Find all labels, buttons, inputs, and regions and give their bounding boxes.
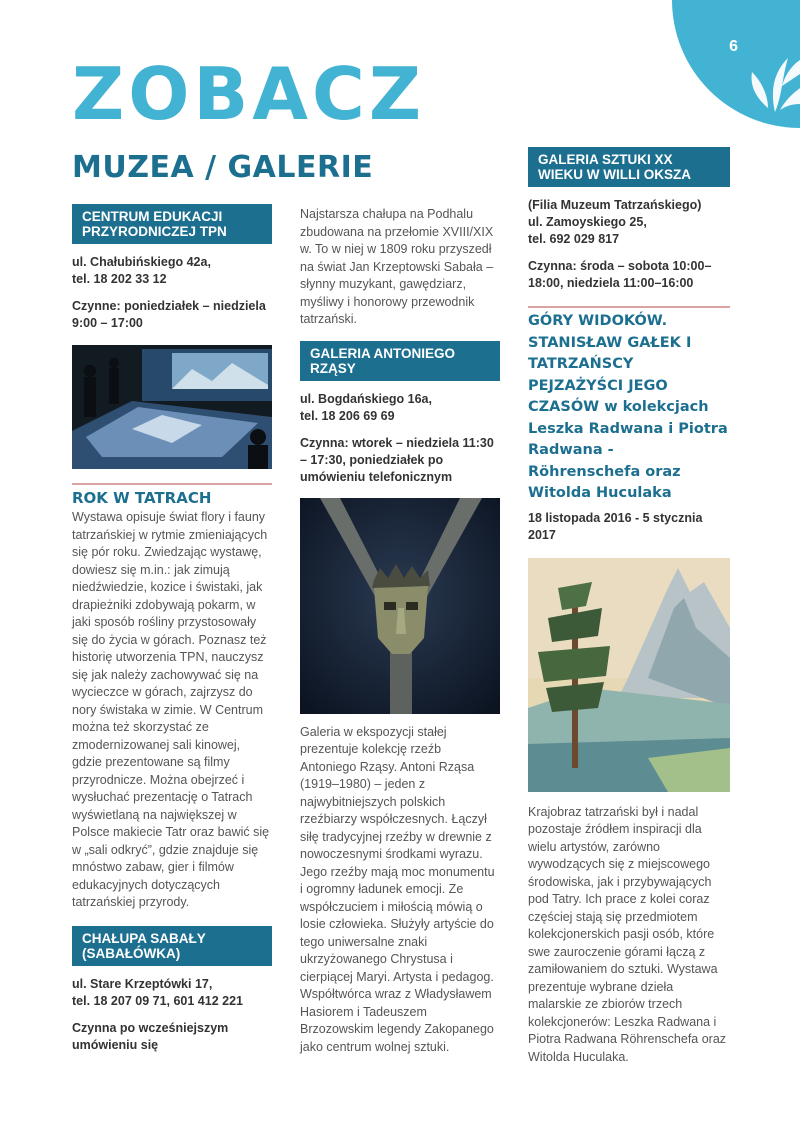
- column-1: [72, 204, 272, 1054]
- venue-address: [72, 254, 272, 288]
- column-2: [300, 206, 500, 1056]
- opening-hours: Czynna po wcześniejszym umówieniu się: [72, 1020, 229, 1052]
- opening-hours: Czynna: środa – sobota 10:00–18:00, niedziela 11:00–16:00: [528, 259, 712, 290]
- address-line: ul. Chałubińskiego 42a,: [72, 255, 211, 269]
- phone-line: tel. 692 029 817: [528, 232, 620, 246]
- venue-label-cepn: CENTRUM EDUKACJI PRZYRODNICZEJ TPN: [72, 204, 272, 244]
- venue-label-rzasa: GALERIA ANTONIEGO RZĄSY: [300, 341, 500, 381]
- venue-description: Najstarsza chałupa na Podhalu zbudowana na przełomie XVIII/XIX w. To w niej w 1809 roku przyszedł na świat Jan Krzeptowski Sabała – słynny muzykant, gawędziarz, myśliwy i honorowy przewodnik tatrzański.: [300, 207, 494, 326]
- painting-photo: [528, 558, 730, 792]
- opening-hours: Czynne: poniedziałek – niedziela 9:00 – 17:00: [72, 299, 266, 330]
- venue-label-oksza: GALERIA SZTUKI XX WIEKU W WILLI OKSZA: [528, 147, 730, 187]
- phone-line: tel. 18 207 09 71, 601 412 221: [72, 993, 243, 1008]
- venue-address: [300, 391, 500, 425]
- exhibition-dates: 18 listopada 2016 - 5 stycznia 2017: [528, 510, 703, 542]
- venue-label-sabala: CHAŁUPA SABAŁY (SABAŁÓWKA): [72, 926, 272, 966]
- page-number: 6: [729, 38, 738, 55]
- divider: [72, 483, 272, 485]
- address-line: ul. Zamoyskiego 25,: [528, 215, 647, 229]
- exhibition-heading: ROK W TATRACH: [72, 489, 212, 507]
- page-title: ZOBACZ: [72, 52, 426, 136]
- address-line: ul. Bogdańskiego 16a,: [300, 391, 432, 406]
- affiliation-line: (Filia Muzeum Tatrzańskiego): [528, 198, 702, 212]
- venue-address: [528, 197, 730, 248]
- phone-line: tel. 18 202 33 12: [72, 272, 167, 286]
- divider: [528, 306, 730, 308]
- venue-address: [72, 976, 272, 1010]
- exhibition-heading: GÓRY WIDOKÓW. STANISŁAW GAŁEK I TATRZAŃSCY PEJZAŻYŚCI JEGO CZASÓW w kolekcjach Leszka Radwana i Piotra Radwana - Röhrenschefa oraz Witolda Huculaka: [528, 313, 728, 501]
- sculpture-photo: [300, 498, 500, 714]
- venue-description: Galeria w ekspozycji stałej prezentuje kolekcję rzeźb Antoniego Rząsy. Antoni Rząsa (1919–1980) – jeden z najwybitniejszych polskich rzeźbiarzy współczesnych. Łączył siłę tradycyjnej rzeźby w drewnie z nowoczesnymi środkami wyrazu. Jego rzeźby mają moc monumentu i ogromny ładunek emocji. Ze współczuciem i miłością mówią o losie człowieka. Służyły artyście do tego uniwersalne znaki ukrzyżowanego Chrystusa i cierpiącej Maryi. Artysta i pedagog. Współtwórca wraz z Władysławem Hasiorem i Tadeuszem Brzozowskim legendy Zakopanego jako centrum wolnej sztuki.: [300, 724, 495, 1054]
- exhibition-hall-photo: [72, 345, 272, 469]
- opening-hours: Czynna: wtorek – niedziela 11:30 – 17:30, poniedziałek po umówieniu telefonicznym: [300, 435, 494, 484]
- section-title: MUZEA / GALERIE: [72, 150, 374, 185]
- page-corner-decoration: [670, 0, 800, 128]
- exhibition-description: Krajobraz tatrzański był i nadal pozostaje źródłem inspiracji dla wielu artystów, zarówno wywodzących się z miejscowego środowiska, jak i przybywających pod Tatry. Ich prace z kolei coraz częściej stają się przedmiotem kolekcjonerskich pasji osób, które swe zauroczenie górami łączą z zamiłowaniem do sztuki. Wystawa prezentuje wybrane dzieła malarskie ze zbiorów trzech kolekcjonerów: Leszka Radwana i Piotra Radwana Röhrenschefa oraz Witolda Huculaka.: [528, 804, 727, 1064]
- address-line: ul. Stare Krzeptówki 17,: [72, 976, 213, 991]
- exhibition-description: Wystawa opisuje świat flory i fauny tatrzańskiej w rytmie zmieniających się pór roku. Zwiedzając wystawę, dowiesz się m.in.: jak zimują niedźwiedzie, kozice i świstaki, jak drapieżniki zdobywają pokarm, w jaki sposób rośliny przystosowały się do życia w górach. Poznasz też historię utworzenia TPN, nauczysz się jak należy zachowywać się na wycieczce w górach, zajrzysz do nory świstaka w zimie. W Centrum można też skorzystać ze zmodernizowanej sali kinowej, gdzie prezentowane są filmy przyrodnicze. Można obejrzeć i wysłuchać prezentację o Tatrach wyświetlaną na największej w Polsce makiecie Tatr oraz bawić się w „sali odkryć”, gdzie znajduje się mnóstwo zabaw, gier i filmów edukacyjnych dotyczących tatrzańskiej przyrody.: [72, 510, 270, 909]
- phone-line: tel. 18 206 69 69: [300, 408, 395, 423]
- column-3: [528, 147, 730, 1066]
